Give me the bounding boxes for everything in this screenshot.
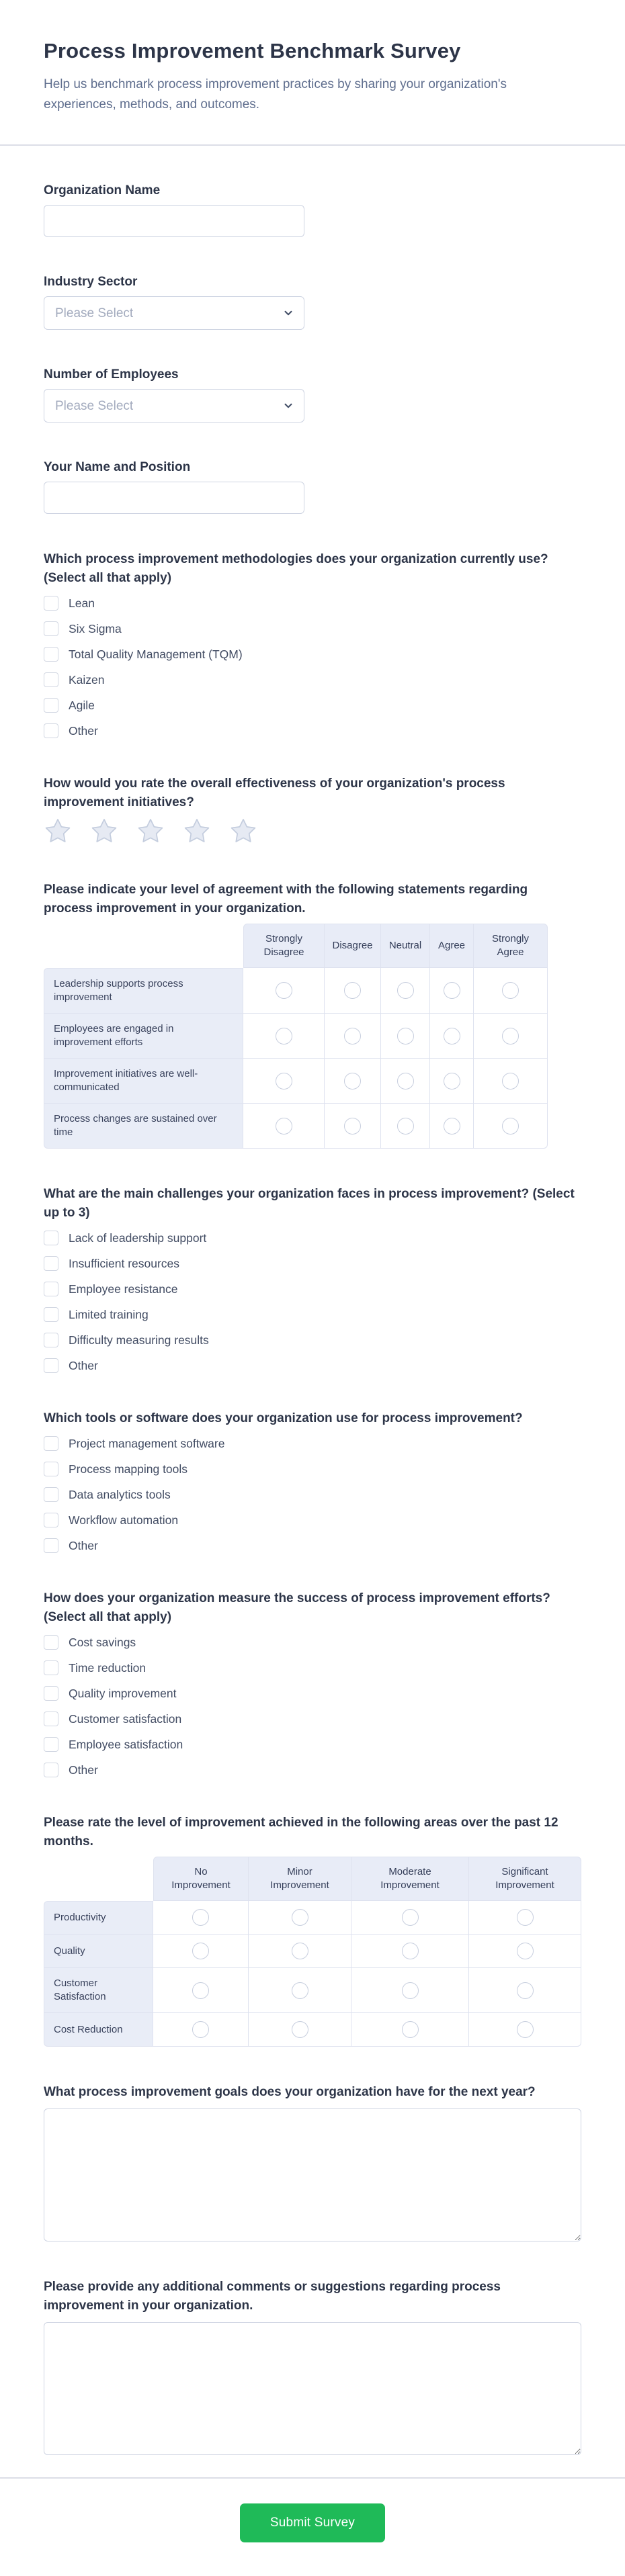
matrix-column-header: Strongly Disagree bbox=[243, 924, 325, 968]
matrix-column-header: Agree bbox=[430, 924, 474, 968]
radio[interactable] bbox=[402, 1982, 419, 1999]
option-label: Other bbox=[69, 724, 98, 738]
option-label: Employee resistance bbox=[69, 1282, 178, 1296]
matrix-header-row bbox=[44, 924, 548, 968]
checkbox-option[interactable] bbox=[44, 647, 581, 662]
matrix-cell bbox=[430, 968, 474, 1014]
matrix-row bbox=[44, 1104, 548, 1149]
matrix-cell bbox=[351, 1901, 469, 1935]
option-label: Time reduction bbox=[69, 1661, 147, 1675]
goals-textarea[interactable] bbox=[44, 2108, 581, 2241]
question-challenges bbox=[44, 1185, 581, 1373]
comments-textarea[interactable] bbox=[44, 2322, 581, 2455]
matrix-cell bbox=[243, 1104, 325, 1149]
question-industry-sector bbox=[44, 273, 581, 330]
matrix-corner-cell bbox=[44, 1857, 153, 1901]
checkbox[interactable] bbox=[44, 1333, 58, 1347]
checkbox-option[interactable] bbox=[44, 1686, 581, 1701]
option-label: Employee satisfaction bbox=[69, 1738, 183, 1751]
option-label: Cost savings bbox=[69, 1636, 136, 1649]
matrix-column-header: Moderate Improvement bbox=[351, 1857, 469, 1901]
radio[interactable] bbox=[276, 1073, 292, 1090]
radio[interactable] bbox=[402, 1943, 419, 1959]
page-title: Process Improvement Benchmark Survey bbox=[44, 39, 461, 62]
option-label: Process mapping tools bbox=[69, 1462, 188, 1476]
matrix-cell bbox=[381, 1104, 430, 1149]
checkbox-group-challenges bbox=[44, 1231, 581, 1373]
checkbox-option[interactable] bbox=[44, 1282, 581, 1296]
question-label: Please rate the level of improvement achieved in the following areas over the past 12 months. bbox=[44, 1816, 558, 1849]
radio[interactable] bbox=[276, 982, 292, 999]
checkbox-option[interactable] bbox=[44, 698, 581, 713]
checkbox[interactable] bbox=[44, 1763, 58, 1777]
field-label: Industry Sector bbox=[44, 275, 138, 289]
radio[interactable] bbox=[397, 1118, 414, 1135]
matrix-row-label: Customer Satisfaction bbox=[44, 1968, 153, 2013]
name-position-input[interactable] bbox=[44, 482, 304, 514]
page-subtitle: Help us benchmark process improvement practices by sharing your organization's experiences, methods, and outcomes. bbox=[44, 77, 507, 112]
checkbox-option[interactable] bbox=[44, 1712, 581, 1726]
matrix-cell bbox=[249, 1935, 351, 1968]
improvement-matrix-table bbox=[44, 1857, 581, 2047]
matrix-cell bbox=[243, 1014, 325, 1059]
question-success-measures bbox=[44, 1589, 581, 1777]
radio[interactable] bbox=[397, 1028, 414, 1045]
organization-name-input[interactable] bbox=[44, 205, 304, 237]
radio[interactable] bbox=[344, 982, 361, 999]
matrix-cell bbox=[474, 968, 548, 1014]
question-number-of-employees bbox=[44, 366, 581, 423]
checkbox-option[interactable] bbox=[44, 1513, 581, 1527]
matrix-row bbox=[44, 968, 548, 1014]
question-label: Please provide any additional comments or suggestions regarding process improvement in your organization. bbox=[44, 2280, 501, 2313]
option-label: Other bbox=[69, 1359, 98, 1372]
checkbox[interactable] bbox=[44, 723, 58, 738]
radio[interactable] bbox=[276, 1028, 292, 1045]
checkbox[interactable] bbox=[44, 647, 58, 662]
industry-sector-select[interactable] bbox=[44, 296, 304, 330]
checkbox-group-success-measures bbox=[44, 1635, 581, 1777]
matrix-row bbox=[44, 1901, 581, 1935]
question-label: How would you rate the overall effectiveness of your organization's process improvement initiatives? bbox=[44, 776, 505, 809]
checkbox-option[interactable] bbox=[44, 1763, 581, 1777]
star-rating[interactable] bbox=[44, 817, 581, 844]
matrix-cell bbox=[469, 1935, 581, 1968]
matrix-column-header: Strongly Agree bbox=[474, 924, 548, 968]
matrix-cell bbox=[249, 2013, 351, 2047]
matrix-cell bbox=[153, 2013, 249, 2047]
checkbox-option[interactable] bbox=[44, 723, 581, 738]
radio[interactable] bbox=[402, 1909, 419, 1926]
checkbox-option[interactable] bbox=[44, 1660, 581, 1675]
checkbox-group-methodologies bbox=[44, 596, 581, 738]
radio[interactable] bbox=[502, 1118, 519, 1135]
checkbox[interactable] bbox=[44, 596, 58, 611]
radio[interactable] bbox=[192, 1982, 209, 1999]
matrix-cell bbox=[469, 1901, 581, 1935]
radio[interactable] bbox=[292, 1943, 308, 1959]
checkbox[interactable] bbox=[44, 1307, 58, 1322]
radio[interactable] bbox=[517, 2021, 534, 2038]
star-icon[interactable] bbox=[90, 817, 118, 844]
question-label: How does your organization measure the success of process improvement efforts? (Select all that apply) bbox=[44, 1591, 550, 1624]
agreement-matrix-table bbox=[44, 924, 548, 1149]
radio[interactable] bbox=[192, 1943, 209, 1959]
checkbox[interactable] bbox=[44, 1487, 58, 1502]
matrix-cell bbox=[469, 2013, 581, 2047]
checkbox-option[interactable] bbox=[44, 1333, 581, 1347]
matrix-row-label: Process changes are sustained over time bbox=[44, 1104, 243, 1149]
matrix-cell bbox=[381, 1014, 430, 1059]
checkbox[interactable] bbox=[44, 1538, 58, 1553]
star-icon[interactable] bbox=[44, 817, 72, 844]
checkbox-option[interactable] bbox=[44, 596, 581, 611]
matrix-cell bbox=[351, 2013, 469, 2047]
matrix-row bbox=[44, 1935, 581, 1968]
option-label: Customer satisfaction bbox=[69, 1712, 182, 1726]
matrix-column-header: No Improvement bbox=[153, 1857, 249, 1901]
question-effectiveness-rating bbox=[44, 774, 581, 844]
radio[interactable] bbox=[292, 2021, 308, 2038]
submit-button[interactable]: Submit Survey bbox=[240, 2503, 385, 2542]
radio[interactable] bbox=[192, 1909, 209, 1926]
radio[interactable] bbox=[502, 1073, 519, 1090]
option-label: Kaizen bbox=[69, 673, 105, 686]
matrix-cell bbox=[469, 1968, 581, 2013]
question-methodologies bbox=[44, 550, 581, 738]
checkbox[interactable] bbox=[44, 672, 58, 687]
question-organization-name bbox=[44, 182, 581, 237]
matrix-cell bbox=[474, 1104, 548, 1149]
matrix-cell bbox=[474, 1014, 548, 1059]
matrix-column-header: Neutral bbox=[381, 924, 430, 968]
option-label: Insufficient resources bbox=[69, 1257, 180, 1270]
radio[interactable] bbox=[292, 1982, 308, 1999]
radio[interactable] bbox=[344, 1118, 361, 1135]
checkbox-option[interactable] bbox=[44, 621, 581, 636]
employees-select-wrap bbox=[44, 389, 304, 423]
question-comments bbox=[44, 2278, 581, 2455]
matrix-column-header: Significant Improvement bbox=[469, 1857, 581, 1901]
option-label: Limited training bbox=[69, 1308, 149, 1321]
matrix-row-label: Cost Reduction bbox=[44, 2013, 153, 2047]
checkbox-option[interactable] bbox=[44, 1487, 581, 1502]
radio[interactable] bbox=[502, 1028, 519, 1045]
option-label: Other bbox=[69, 1539, 98, 1552]
matrix-column-header: Disagree bbox=[325, 924, 381, 968]
option-label: Total Quality Management (TQM) bbox=[69, 648, 243, 661]
radio[interactable] bbox=[444, 1073, 460, 1090]
number-of-employees-select[interactable] bbox=[44, 389, 304, 423]
form-header bbox=[0, 0, 625, 144]
checkbox-option[interactable] bbox=[44, 1256, 581, 1271]
matrix-cell bbox=[153, 1968, 249, 2013]
checkbox-option[interactable] bbox=[44, 1231, 581, 1245]
option-label: Difficulty measuring results bbox=[69, 1333, 209, 1347]
checkbox-option[interactable] bbox=[44, 1462, 581, 1476]
checkbox-option[interactable] bbox=[44, 1358, 581, 1373]
checkbox[interactable] bbox=[44, 1436, 58, 1451]
option-label: Lack of leadership support bbox=[69, 1231, 207, 1245]
matrix-cell bbox=[153, 1901, 249, 1935]
submit-row bbox=[0, 2503, 625, 2542]
question-improvement-matrix bbox=[44, 1814, 581, 2047]
matrix-cell bbox=[351, 1935, 469, 1968]
checkbox[interactable] bbox=[44, 1358, 58, 1373]
header-divider bbox=[0, 144, 625, 146]
checkbox[interactable] bbox=[44, 1712, 58, 1726]
checkbox[interactable] bbox=[44, 1282, 58, 1296]
checkbox[interactable] bbox=[44, 1737, 58, 1752]
option-label: Other bbox=[69, 1763, 98, 1777]
checkbox[interactable] bbox=[44, 621, 58, 636]
matrix-cell bbox=[474, 1059, 548, 1104]
footer-divider bbox=[0, 2477, 625, 2479]
checkbox[interactable] bbox=[44, 1462, 58, 1476]
radio[interactable] bbox=[276, 1118, 292, 1135]
question-goals bbox=[44, 2083, 581, 2241]
checkbox[interactable] bbox=[44, 1256, 58, 1271]
checkbox[interactable] bbox=[44, 1231, 58, 1245]
field-label: Number of Employees bbox=[44, 367, 179, 382]
industry-sector-select-wrap bbox=[44, 296, 304, 330]
option-label: Workflow automation bbox=[69, 1513, 179, 1527]
matrix-cell bbox=[381, 968, 430, 1014]
option-label: Quality improvement bbox=[69, 1687, 177, 1700]
checkbox-option[interactable] bbox=[44, 672, 581, 687]
question-name-position bbox=[44, 459, 581, 514]
matrix-row-label: Leadership supports process improvement bbox=[44, 968, 243, 1014]
star-icon[interactable] bbox=[183, 817, 211, 844]
radio[interactable] bbox=[444, 1118, 460, 1135]
field-label: Your Name and Position bbox=[44, 460, 191, 474]
radio[interactable] bbox=[444, 982, 460, 999]
question-label: Please indicate your level of agreement with the following statements regarding process improvement in your organization. bbox=[44, 883, 528, 916]
radio[interactable] bbox=[402, 2021, 419, 2038]
matrix-cell bbox=[325, 1104, 381, 1149]
radio[interactable] bbox=[397, 1073, 414, 1090]
matrix-cell bbox=[381, 1059, 430, 1104]
matrix-row-label: Quality bbox=[44, 1935, 153, 1968]
radio[interactable] bbox=[344, 1073, 361, 1090]
matrix-corner-cell bbox=[44, 924, 243, 968]
star-icon[interactable] bbox=[136, 817, 165, 844]
matrix-cell bbox=[325, 1014, 381, 1059]
matrix-cell bbox=[243, 1059, 325, 1104]
matrix-row-label: Employees are engaged in improvement efforts bbox=[44, 1014, 243, 1059]
matrix-cell bbox=[430, 1104, 474, 1149]
matrix-column-header: Minor Improvement bbox=[249, 1857, 351, 1901]
checkbox-option[interactable] bbox=[44, 1635, 581, 1650]
radio[interactable] bbox=[344, 1028, 361, 1045]
matrix-row bbox=[44, 2013, 581, 2047]
matrix-cell bbox=[249, 1968, 351, 2013]
radio[interactable] bbox=[192, 2021, 209, 2038]
matrix-cell bbox=[153, 1935, 249, 1968]
checkbox-option[interactable] bbox=[44, 1307, 581, 1322]
matrix-cell bbox=[249, 1901, 351, 1935]
radio[interactable] bbox=[444, 1028, 460, 1045]
option-label: Project management software bbox=[69, 1437, 225, 1450]
checkbox-option[interactable] bbox=[44, 1737, 581, 1752]
matrix-row bbox=[44, 1059, 548, 1104]
question-label: Which process improvement methodologies does your organization currently use? (Select all that apply) bbox=[44, 552, 548, 585]
checkbox-group-tools bbox=[44, 1436, 581, 1553]
question-agreement-matrix bbox=[44, 881, 581, 1149]
matrix-cell bbox=[325, 1059, 381, 1104]
radio[interactable] bbox=[517, 1943, 534, 1959]
matrix-row-label: Improvement initiatives are well-communicated bbox=[44, 1059, 243, 1104]
radio[interactable] bbox=[292, 1909, 308, 1926]
matrix-header-row bbox=[44, 1857, 581, 1901]
option-label: Agile bbox=[69, 699, 95, 712]
survey-form bbox=[0, 182, 625, 2455]
question-label: What process improvement goals does your organization have for the next year? bbox=[44, 2085, 536, 2099]
checkbox-option[interactable] bbox=[44, 1538, 581, 1553]
field-label: Organization Name bbox=[44, 183, 161, 197]
matrix-cell bbox=[430, 1059, 474, 1104]
radio[interactable] bbox=[517, 1982, 534, 1999]
matrix-row-label: Productivity bbox=[44, 1901, 153, 1935]
checkbox-option[interactable] bbox=[44, 1436, 581, 1451]
checkbox[interactable] bbox=[44, 1660, 58, 1675]
matrix-cell bbox=[243, 968, 325, 1014]
radio[interactable] bbox=[517, 1909, 534, 1926]
option-label: Six Sigma bbox=[69, 622, 122, 635]
option-label: Data analytics tools bbox=[69, 1488, 171, 1501]
radio[interactable] bbox=[397, 982, 414, 999]
matrix-row bbox=[44, 1968, 581, 2013]
option-label: Lean bbox=[69, 596, 95, 610]
matrix-cell bbox=[325, 968, 381, 1014]
radio[interactable] bbox=[502, 982, 519, 999]
question-label: Which tools or software does your organization use for process improvement? bbox=[44, 1411, 523, 1425]
checkbox[interactable] bbox=[44, 1513, 58, 1527]
star-icon[interactable] bbox=[229, 817, 257, 844]
question-tools bbox=[44, 1409, 581, 1553]
checkbox[interactable] bbox=[44, 698, 58, 713]
matrix-cell bbox=[430, 1014, 474, 1059]
question-label: What are the main challenges your organization faces in process improvement? (Select up to 3) bbox=[44, 1187, 575, 1220]
checkbox[interactable] bbox=[44, 1635, 58, 1650]
checkbox[interactable] bbox=[44, 1686, 58, 1701]
matrix-cell bbox=[351, 1968, 469, 2013]
matrix-row bbox=[44, 1014, 548, 1059]
